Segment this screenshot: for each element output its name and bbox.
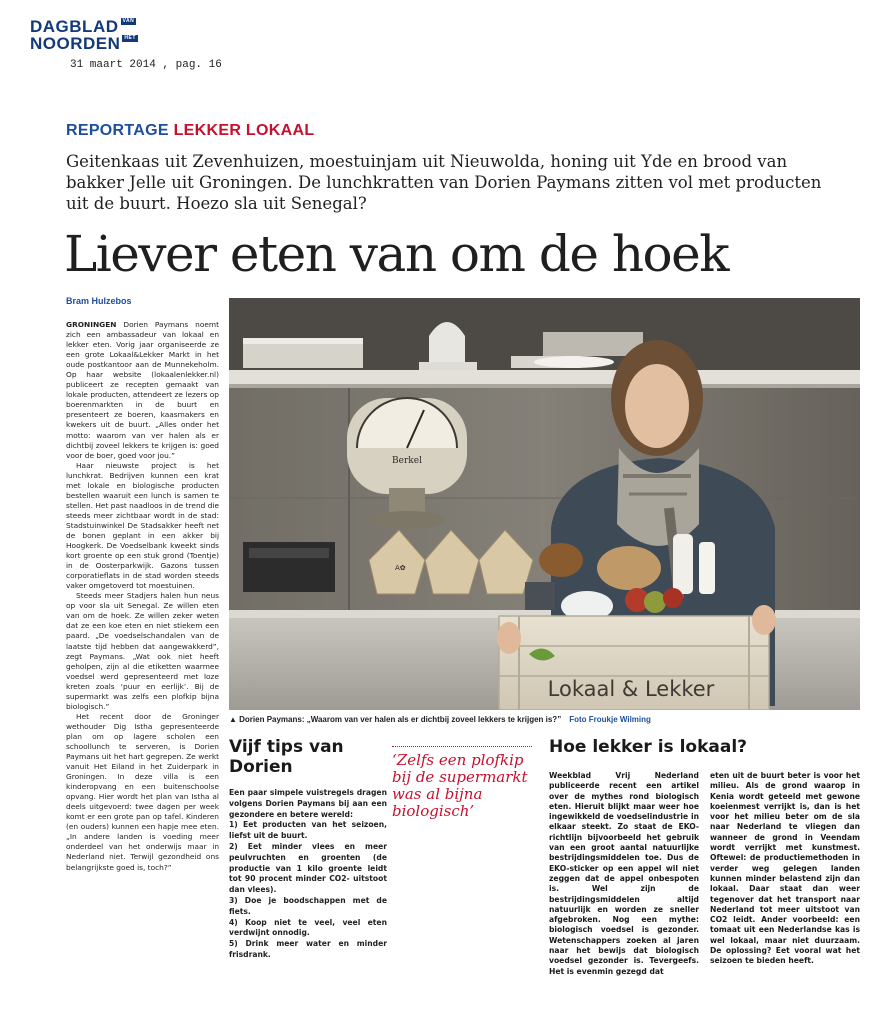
sidebar-heading: Hoe lekker is lokaal?: [549, 737, 748, 757]
article-byline: Bram Hulzebos: [66, 296, 132, 306]
masthead-tag2: HET: [124, 35, 136, 41]
tip-item-5: 5) Drink meer water en minder frisdrank.: [229, 939, 387, 959]
article-paragraph-2: Haar nieuwste project is het lunchkrat. Bedrijven kunnen een krat met lokale en biologische producten bestellen waaruit een lunch is samen te stellen. Het past naadloos in de trend die steeds meer zichtbaar wordt in de stad: Stadstuinwinkel De Stadsakker heeft net de bonen geplant in een akker bij Hoogkerk. De Voedselbank kweekt sinds kort groente op een stuk grond (Toentje) in de Oosterparkwijk. Gazons tussen corporatieflats in de stad worden steeds vaker omgetoverd tot moestuinen.: [66, 460, 219, 591]
rubric-reportage: REPORTAGE: [66, 122, 169, 139]
photo-credit: Foto Froukje Wilming: [569, 715, 651, 724]
publication-date: 31 maart 2014 , pag. 16: [70, 59, 222, 71]
masthead-tag1: VAN: [122, 18, 135, 24]
section-rubric: [66, 122, 314, 140]
sidebar-column-1: Weekblad Vrij Nederland publiceerde recent een artikel over de mythes rond biologisch eten. Hieruit blijkt maar weer hoe ingewikkeld de voedselindustrie in elkaar steekt. Zo staat de EKO-richtlijn bijvoorbeeld het gebruik van een groot aantal natuurlijke bestrijdingsmiddelen toe. Dus de EKO-sticker op een appel wil niet zeggen dat de appel onbespoten is. Wel zijn de bestrijdingsmiddelen altijd natuurlijk en worden ze sneller afgebroken. Nog een mythe: biologisch voedsel is gezonder. Wetenschappers zoeken al jaren naar het bewijs dat biologisch voedsel gezonder is. Tevergeefs. Het is evenmin gezegd dat: [549, 771, 699, 976]
article-paragraph-3: Steeds meer Stadjers halen hun neus op voor sla uit Senegal. Ze willen eten van om de hoek. Ze willen zeker weten dat ze een koe eten en niet stiekem een paard. „De voedselschandalen van de laatste tijd hebben dat aangewakkerd”, zegt Paymans. „Wat ook niet heeft geholpen, zijn al die etiketten waarmee voedsel werd gepresenteerd met loze kreten zoals ‘puur en eerlijk’. Bij de supermarkt was zelfs een plofkip bijna biologisch.”: [66, 591, 219, 711]
sidebar-column-2: eten uit de buurt beter is voor het milieu. Als de grond waarop in Kenia wordt geteeld met gewone koeienmest verrijkt is, dan is het voor het milieu beter om de sla naar Nederland te vliegen dan wanneer de grond in Veendam wordt verrijkt met kunstmest. Oftewel: de productiemethoden in verder weg gelegen landen kunnen minder belastend zijn dan lokaal. Daar staat dan weer tegenover dat het transport naar Nederland tot meer uitstoot van CO2 leidt. Ander voorbeeld: een tomaat uit een Nederlandse kas is wel lokaal, maar niet duurzaam. De oplossing? Eet vooral wat het seizoen te bieden heeft.: [710, 771, 860, 966]
masthead-logo: [30, 18, 138, 52]
tip-item-2: 2) Eet minder vlees en meer peulvruchten en groenten (de productie van 1 kilo groente leidt tot 90 procent minder CO2- uitstoot dan vlees).: [229, 841, 387, 895]
article-intro: Geitenkaas uit Zevenhuizen, moestuinjam uit Nieuwolda, honing uit Yde en brood van bakker Jelle uit Groningen. De lunchkratten van Dorien Paymans zitten vol met producten uit de buurt. Hoezo sla uit Senegal?: [66, 152, 822, 213]
article-paragraph-1: GRONINGEN Dorien Paymans noemt zich een ambassadeur van lokaal en lekker eten. Vorig jaar organiseerde ze een grote Lokaal&Lekker Markt in het oude postkantoor aan de Munnekeholm. Op haar website (lokaalenlekker.nl) publiceert ze recepten gemaakt van lokale producten, attendeert ze lezers op boerenmarkten in de buurt en presenteert ze boeren, kaasmakers en kwekers uit de buurt. „Alles onder het motto: waarom van ver halen als er dichtbij zoveel lekkers te krijgen is: goed voor de boer, goed voor jou.”: [66, 320, 219, 460]
crate-label: Lokaal & Lekker: [547, 677, 715, 701]
tip-item-4: 4) Koop niet te veel, veel eten verdwijnt onnodig.: [229, 917, 387, 938]
tip-item-1: 1) Eet producten van het seizoen, liefst uit de buurt.: [229, 820, 387, 841]
rubric-lekker-lokaal: LEKKER LOKAAL: [173, 122, 315, 139]
quote-divider: [392, 746, 532, 747]
article-dateline: GRONINGEN: [66, 320, 117, 329]
article-photo: [229, 298, 860, 710]
photo-caption: [229, 715, 651, 724]
tips-heading: Vijf tips van Dorien: [229, 737, 344, 777]
masthead-line2: NOORDEN: [30, 34, 121, 53]
pull-quote: ‘Zelfs een plofkip bij de supermarkt was al bijna biologisch’: [392, 751, 528, 820]
tips-intro: Een paar simpele vuistregels dragen volgens Dorien Paymans bij aan een gezondere en betere wereld:: [229, 788, 387, 819]
tips-body: [229, 788, 387, 961]
photo-caption-text: ▲ Dorien Paymans: „Waarom van ver halen als er dichtbij zoveel lekkers te krijgen is?”: [229, 715, 562, 724]
masthead-line1: DAGBLAD: [30, 17, 119, 36]
scale-label: Berkel: [392, 456, 422, 466]
article-headline: Liever eten van om de hoek: [64, 225, 729, 283]
bag-print: A✿: [395, 564, 406, 572]
article-body: [66, 320, 219, 873]
tip-item-3: 3) Doe je boodschappen met de fiets.: [229, 895, 387, 916]
article-paragraph-4: Het recent door de Groninger wethouder Dig Istha gepresenteerde plan om op lagere scholen een schoollunch te serveren, is Dorien Paymans uit het hart gegrepen. Ze werkt vanuit Het Eiland in het Zuiderpark in Groningen. In deze villa is een kinderopvang en een buitenschoolse opvang. Hier wordt het plan van Istha al deels uitgevoerd: twee dagen per week komt er een grote pan op tafel. Kinderen (en ouders) kunnen een hapje mee eten. „In andere landen is voeding meer onderdeel van het onderwijs maar in Nederland niet. Terwijl gezondheid ons belangrijkste goed is, toch?”: [66, 711, 219, 872]
